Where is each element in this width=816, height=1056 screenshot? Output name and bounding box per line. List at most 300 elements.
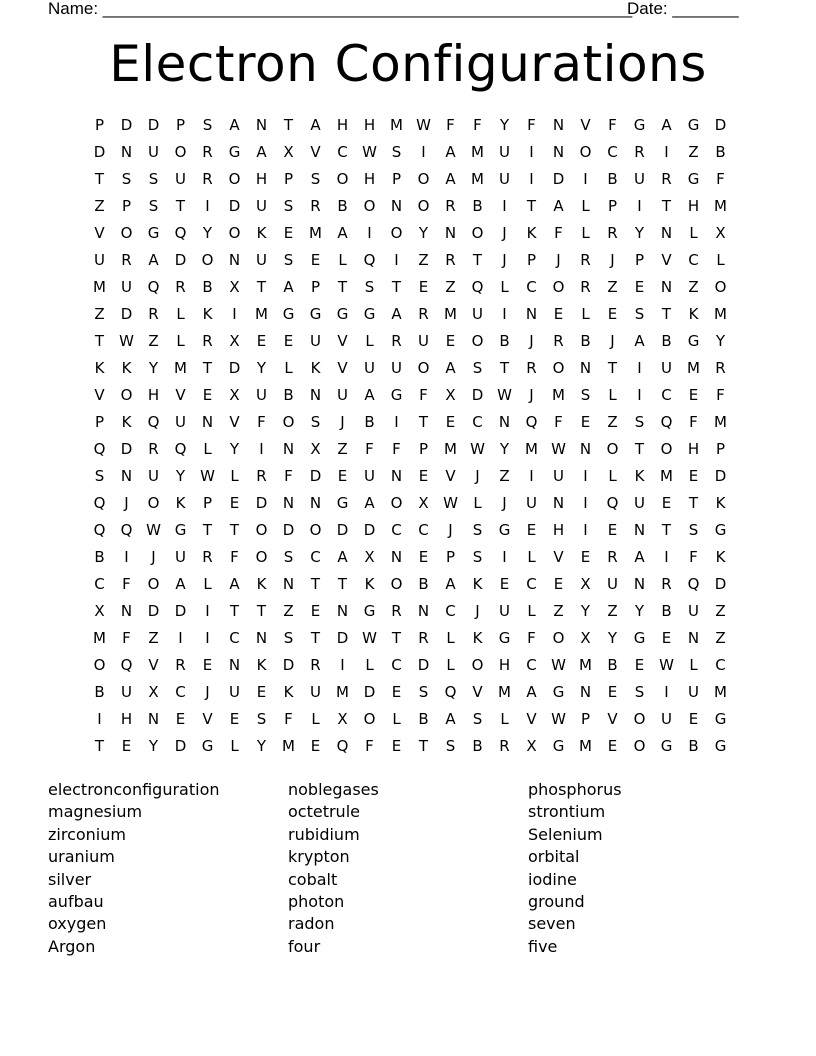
grid-letter[interactable]: C <box>688 251 699 269</box>
grid-letter[interactable]: O <box>255 521 268 539</box>
grid-letter[interactable]: O <box>174 143 187 161</box>
grid-letter[interactable]: M <box>390 116 403 134</box>
grid-letter[interactable]: X <box>229 332 240 350</box>
grid-letter[interactable]: N <box>417 602 430 620</box>
grid-letter[interactable]: I <box>340 656 345 674</box>
grid-letter[interactable]: R <box>310 656 321 674</box>
grid-letter[interactable]: T <box>607 359 618 377</box>
grid-letter[interactable]: G <box>363 305 376 323</box>
grid-letter[interactable]: S <box>283 629 294 647</box>
grid-letter[interactable]: A <box>445 710 456 728</box>
grid-letter[interactable]: L <box>311 710 320 728</box>
grid-letter[interactable]: B <box>499 332 510 350</box>
grid-letter[interactable]: B <box>94 548 105 566</box>
grid-letter[interactable]: L <box>176 305 185 323</box>
grid-letter[interactable]: K <box>283 683 294 701</box>
grid-letter[interactable]: Z <box>283 602 294 620</box>
grid-letter[interactable]: X <box>526 737 537 755</box>
grid-letter[interactable]: C <box>391 521 402 539</box>
grid-letter[interactable]: R <box>445 251 456 269</box>
grid-letter[interactable]: O <box>579 143 592 161</box>
grid-letter[interactable]: V <box>526 710 537 728</box>
grid-letter[interactable]: O <box>660 440 673 458</box>
grid-letter[interactable]: V <box>472 683 483 701</box>
grid-letter[interactable]: X <box>580 575 591 593</box>
grid-letter[interactable]: U <box>499 143 510 161</box>
grid-letter[interactable]: N <box>390 548 403 566</box>
grid-letter[interactable]: L <box>365 656 374 674</box>
grid-letter[interactable]: P <box>94 413 105 431</box>
grid-letter[interactable]: D <box>255 494 268 512</box>
grid-letter[interactable]: Y <box>715 332 726 350</box>
grid-letter[interactable]: L <box>581 224 590 242</box>
grid-letter[interactable]: R <box>580 251 591 269</box>
grid-letter[interactable]: S <box>283 197 294 215</box>
grid-letter[interactable]: T <box>661 197 672 215</box>
grid-letter[interactable]: T <box>337 278 348 296</box>
grid-letter[interactable]: T <box>94 170 105 188</box>
grid-letter[interactable]: Z <box>418 251 429 269</box>
grid-letter[interactable]: L <box>527 548 536 566</box>
grid-letter[interactable]: G <box>687 170 700 188</box>
grid-letter[interactable]: O <box>228 224 241 242</box>
grid-letter[interactable]: C <box>472 413 483 431</box>
grid-letter[interactable]: N <box>390 197 403 215</box>
grid-letter[interactable]: G <box>309 305 322 323</box>
grid-letter[interactable]: Q <box>174 224 187 242</box>
grid-letter[interactable]: P <box>175 116 186 134</box>
grid-letter[interactable]: M <box>174 359 187 377</box>
grid-letter[interactable]: K <box>472 629 483 647</box>
grid-letter[interactable]: I <box>502 548 507 566</box>
grid-letter[interactable]: F <box>554 413 563 431</box>
grid-letter[interactable]: K <box>256 656 267 674</box>
grid-letter[interactable]: V <box>661 251 672 269</box>
grid-letter[interactable]: O <box>336 170 349 188</box>
grid-letter[interactable]: T <box>661 521 672 539</box>
grid-letter[interactable]: N <box>498 413 511 431</box>
grid-letter[interactable]: Y <box>634 602 645 620</box>
grid-letter[interactable]: O <box>606 440 619 458</box>
grid-letter[interactable]: D <box>228 197 241 215</box>
grid-letter[interactable]: E <box>283 332 294 350</box>
grid-letter[interactable]: H <box>687 440 700 458</box>
grid-letter[interactable]: R <box>580 278 591 296</box>
grid-letter[interactable]: E <box>256 332 267 350</box>
grid-letter[interactable]: D <box>228 359 241 377</box>
grid-letter[interactable]: M <box>93 629 106 647</box>
grid-letter[interactable]: M <box>687 359 700 377</box>
grid-letter[interactable]: L <box>284 359 293 377</box>
grid-letter[interactable]: R <box>148 440 159 458</box>
grid-letter[interactable]: C <box>715 656 726 674</box>
grid-letter[interactable]: O <box>228 170 241 188</box>
grid-letter[interactable]: C <box>526 278 537 296</box>
grid-letter[interactable]: E <box>337 467 348 485</box>
grid-letter[interactable]: N <box>579 683 592 701</box>
grid-letter[interactable]: X <box>715 224 726 242</box>
grid-letter[interactable]: M <box>444 440 457 458</box>
grid-letter[interactable]: R <box>202 332 213 350</box>
grid-letter[interactable]: D <box>714 116 727 134</box>
grid-letter[interactable]: U <box>553 467 564 485</box>
grid-letter[interactable]: R <box>202 170 213 188</box>
grid-letter[interactable]: F <box>230 548 239 566</box>
grid-letter[interactable]: Y <box>229 440 240 458</box>
grid-letter[interactable]: S <box>391 143 402 161</box>
grid-letter[interactable]: S <box>148 197 159 215</box>
grid-letter[interactable]: U <box>499 170 510 188</box>
grid-letter[interactable]: E <box>229 710 240 728</box>
grid-letter[interactable]: D <box>714 575 727 593</box>
grid-letter[interactable]: E <box>688 467 699 485</box>
grid-letter[interactable]: G <box>552 683 565 701</box>
grid-letter[interactable]: M <box>309 224 322 242</box>
grid-letter[interactable]: G <box>363 602 376 620</box>
grid-letter[interactable]: B <box>283 386 294 404</box>
grid-letter[interactable]: D <box>282 656 295 674</box>
grid-letter[interactable]: S <box>418 683 429 701</box>
grid-letter[interactable]: Z <box>337 440 348 458</box>
grid-letter[interactable]: X <box>337 710 348 728</box>
grid-letter[interactable]: D <box>417 656 430 674</box>
grid-letter[interactable]: F <box>527 629 536 647</box>
grid-letter[interactable]: H <box>363 170 376 188</box>
grid-letter[interactable]: R <box>526 359 537 377</box>
grid-letter[interactable]: Z <box>148 332 159 350</box>
grid-letter[interactable]: Q <box>174 440 187 458</box>
grid-letter[interactable]: G <box>336 494 349 512</box>
grid-letter[interactable]: I <box>205 629 210 647</box>
grid-letter[interactable]: O <box>390 575 403 593</box>
grid-letter[interactable]: A <box>445 143 456 161</box>
grid-letter[interactable]: I <box>205 602 210 620</box>
grid-letter[interactable]: I <box>583 467 588 485</box>
grid-letter[interactable]: G <box>552 737 565 755</box>
grid-letter[interactable]: U <box>256 386 267 404</box>
grid-letter[interactable]: K <box>256 575 267 593</box>
grid-letter[interactable]: E <box>553 305 564 323</box>
grid-letter[interactable]: S <box>148 170 159 188</box>
grid-letter[interactable]: E <box>418 467 429 485</box>
grid-letter[interactable]: E <box>553 575 564 593</box>
grid-letter[interactable]: S <box>472 359 483 377</box>
grid-letter[interactable]: A <box>283 278 294 296</box>
grid-letter[interactable]: E <box>580 413 591 431</box>
grid-letter[interactable]: V <box>310 143 321 161</box>
grid-letter[interactable]: U <box>607 575 618 593</box>
grid-letter[interactable]: O <box>714 278 727 296</box>
grid-letter[interactable]: A <box>445 575 456 593</box>
grid-letter[interactable]: S <box>364 278 375 296</box>
grid-letter[interactable]: L <box>716 251 725 269</box>
grid-letter[interactable]: G <box>147 224 160 242</box>
grid-letter[interactable]: A <box>337 224 348 242</box>
grid-letter[interactable]: L <box>527 602 536 620</box>
grid-letter[interactable]: E <box>256 683 267 701</box>
grid-letter[interactable]: E <box>391 737 402 755</box>
grid-letter[interactable]: V <box>175 386 186 404</box>
grid-letter[interactable]: E <box>310 602 321 620</box>
grid-letter[interactable]: V <box>607 710 618 728</box>
grid-letter[interactable]: N <box>309 494 322 512</box>
grid-letter[interactable]: V <box>337 359 348 377</box>
grid-letter[interactable]: J <box>151 548 156 566</box>
grid-letter[interactable]: R <box>634 143 645 161</box>
grid-letter[interactable]: S <box>283 548 294 566</box>
grid-letter[interactable]: X <box>148 683 159 701</box>
grid-letter[interactable]: O <box>390 494 403 512</box>
grid-letter[interactable]: D <box>363 521 376 539</box>
grid-letter[interactable]: L <box>230 737 239 755</box>
grid-letter[interactable]: T <box>283 116 294 134</box>
grid-letter[interactable]: W <box>470 440 485 458</box>
grid-letter[interactable]: F <box>257 413 266 431</box>
grid-letter[interactable]: Y <box>607 629 618 647</box>
grid-letter[interactable]: G <box>660 737 673 755</box>
grid-letter[interactable]: I <box>502 305 507 323</box>
grid-letter[interactable]: F <box>392 440 401 458</box>
grid-letter[interactable]: Z <box>607 278 618 296</box>
grid-letter[interactable]: C <box>310 548 321 566</box>
grid-letter[interactable]: I <box>232 305 237 323</box>
grid-letter[interactable]: K <box>121 359 132 377</box>
grid-letter[interactable]: L <box>500 278 509 296</box>
grid-letter[interactable]: T <box>175 197 186 215</box>
grid-letter[interactable]: Z <box>445 278 456 296</box>
grid-letter[interactable]: S <box>472 710 483 728</box>
grid-letter[interactable]: B <box>661 332 672 350</box>
grid-letter[interactable]: N <box>120 602 133 620</box>
grid-letter[interactable]: Y <box>148 359 159 377</box>
grid-letter[interactable]: R <box>607 224 618 242</box>
grid-letter[interactable]: O <box>309 521 322 539</box>
grid-letter[interactable]: E <box>283 224 294 242</box>
grid-letter[interactable]: S <box>634 413 645 431</box>
grid-letter[interactable]: F <box>419 386 428 404</box>
grid-letter[interactable]: U <box>121 278 132 296</box>
grid-letter[interactable]: M <box>714 305 727 323</box>
grid-letter[interactable]: B <box>472 197 483 215</box>
grid-letter[interactable]: J <box>502 251 507 269</box>
grid-letter[interactable]: O <box>471 224 484 242</box>
grid-letter[interactable]: A <box>634 548 645 566</box>
grid-letter[interactable]: X <box>229 386 240 404</box>
grid-letter[interactable]: F <box>122 575 131 593</box>
grid-letter[interactable]: J <box>502 224 507 242</box>
grid-letter[interactable]: R <box>553 332 564 350</box>
grid-letter[interactable]: C <box>661 386 672 404</box>
grid-letter[interactable]: W <box>551 710 566 728</box>
grid-letter[interactable]: E <box>688 386 699 404</box>
grid-letter[interactable]: Z <box>148 629 159 647</box>
grid-letter[interactable]: N <box>147 710 160 728</box>
grid-letter[interactable]: U <box>634 170 645 188</box>
grid-letter[interactable]: I <box>394 413 399 431</box>
grid-letter[interactable]: P <box>121 197 132 215</box>
grid-letter[interactable]: K <box>688 305 699 323</box>
grid-letter[interactable]: Q <box>147 413 160 431</box>
grid-letter[interactable]: J <box>475 602 480 620</box>
grid-letter[interactable]: Z <box>715 602 726 620</box>
grid-letter[interactable]: H <box>552 521 565 539</box>
grid-letter[interactable]: U <box>337 386 348 404</box>
grid-letter[interactable]: C <box>526 575 537 593</box>
grid-letter[interactable]: N <box>390 467 403 485</box>
grid-letter[interactable]: D <box>147 602 160 620</box>
grid-letter[interactable]: S <box>472 521 483 539</box>
grid-letter[interactable]: E <box>688 710 699 728</box>
grid-letter[interactable]: A <box>310 116 321 134</box>
grid-letter[interactable]: S <box>472 548 483 566</box>
grid-letter[interactable]: G <box>687 332 700 350</box>
grid-letter[interactable]: T <box>94 737 105 755</box>
grid-letter[interactable]: H <box>336 116 349 134</box>
grid-letter[interactable]: J <box>340 413 345 431</box>
grid-letter[interactable]: O <box>363 197 376 215</box>
grid-letter[interactable]: G <box>687 116 700 134</box>
grid-letter[interactable]: O <box>417 359 430 377</box>
grid-letter[interactable]: L <box>446 629 455 647</box>
grid-letter[interactable]: I <box>502 197 507 215</box>
grid-letter[interactable]: I <box>421 143 426 161</box>
grid-letter[interactable]: T <box>229 602 240 620</box>
grid-letter[interactable]: Q <box>336 737 349 755</box>
grid-letter[interactable]: N <box>228 251 241 269</box>
grid-letter[interactable]: T <box>310 629 321 647</box>
grid-letter[interactable]: B <box>661 602 672 620</box>
grid-letter[interactable]: I <box>394 251 399 269</box>
grid-letter[interactable]: E <box>229 494 240 512</box>
grid-letter[interactable]: J <box>529 332 534 350</box>
grid-letter[interactable]: G <box>498 629 511 647</box>
grid-letter[interactable]: E <box>445 332 456 350</box>
grid-letter[interactable]: W <box>443 494 458 512</box>
grid-letter[interactable]: R <box>256 467 267 485</box>
grid-letter[interactable]: I <box>205 197 210 215</box>
grid-letter[interactable]: L <box>392 710 401 728</box>
grid-letter[interactable]: N <box>687 629 700 647</box>
grid-letter[interactable]: Y <box>499 440 510 458</box>
grid-letter[interactable]: O <box>282 413 295 431</box>
grid-letter[interactable]: I <box>529 170 534 188</box>
grid-letter[interactable]: T <box>229 521 240 539</box>
grid-letter[interactable]: Q <box>660 413 673 431</box>
grid-letter[interactable]: D <box>336 629 349 647</box>
grid-letter[interactable]: G <box>174 521 187 539</box>
grid-letter[interactable]: L <box>203 440 212 458</box>
grid-letter[interactable]: E <box>202 386 213 404</box>
grid-letter[interactable]: O <box>147 575 160 593</box>
grid-letter[interactable]: D <box>471 386 484 404</box>
grid-letter[interactable]: K <box>472 575 483 593</box>
grid-letter[interactable]: N <box>552 143 565 161</box>
grid-letter[interactable]: R <box>175 656 186 674</box>
grid-letter[interactable]: H <box>363 116 376 134</box>
grid-letter[interactable]: F <box>527 116 536 134</box>
grid-letter[interactable]: U <box>688 683 699 701</box>
grid-letter[interactable]: T <box>526 197 537 215</box>
grid-letter[interactable]: Z <box>688 278 699 296</box>
grid-letter[interactable]: O <box>147 494 160 512</box>
grid-letter[interactable]: N <box>552 494 565 512</box>
grid-letter[interactable]: A <box>337 548 348 566</box>
grid-letter[interactable]: C <box>418 521 429 539</box>
grid-letter[interactable]: J <box>610 251 615 269</box>
grid-letter[interactable]: D <box>147 116 160 134</box>
grid-letter[interactable]: N <box>120 143 133 161</box>
grid-letter[interactable]: B <box>715 143 726 161</box>
grid-letter[interactable]: D <box>120 440 133 458</box>
grid-letter[interactable]: S <box>310 170 321 188</box>
grid-letter[interactable]: I <box>259 440 264 458</box>
grid-letter[interactable]: O <box>552 629 565 647</box>
grid-letter[interactable]: E <box>310 251 321 269</box>
grid-letter[interactable]: E <box>661 494 672 512</box>
grid-letter[interactable]: A <box>364 494 375 512</box>
grid-letter[interactable]: K <box>202 305 213 323</box>
grid-letter[interactable]: L <box>473 494 482 512</box>
grid-letter[interactable]: B <box>607 170 618 188</box>
grid-letter[interactable]: R <box>418 629 429 647</box>
grid-letter[interactable]: U <box>229 683 240 701</box>
grid-letter[interactable]: L <box>581 197 590 215</box>
grid-letter[interactable]: D <box>174 251 187 269</box>
grid-letter[interactable]: F <box>284 467 293 485</box>
grid-letter[interactable]: X <box>418 494 429 512</box>
grid-letter[interactable]: A <box>526 683 537 701</box>
grid-letter[interactable]: M <box>444 305 457 323</box>
grid-letter[interactable]: V <box>580 116 591 134</box>
grid-letter[interactable]: U <box>688 602 699 620</box>
name-field-label[interactable]: Name: ________________________________________________________ <box>48 0 633 18</box>
grid-letter[interactable]: M <box>714 197 727 215</box>
grid-letter[interactable]: O <box>390 224 403 242</box>
grid-letter[interactable]: I <box>529 467 534 485</box>
grid-letter[interactable]: L <box>446 656 455 674</box>
grid-letter[interactable]: V <box>94 224 105 242</box>
grid-letter[interactable]: V <box>148 656 159 674</box>
grid-letter[interactable]: M <box>579 656 592 674</box>
grid-letter[interactable]: W <box>362 629 377 647</box>
grid-letter[interactable]: B <box>472 737 483 755</box>
grid-letter[interactable]: A <box>391 305 402 323</box>
grid-letter[interactable]: T <box>391 278 402 296</box>
grid-letter[interactable]: X <box>310 440 321 458</box>
grid-letter[interactable]: F <box>608 116 617 134</box>
grid-letter[interactable]: A <box>229 575 240 593</box>
grid-letter[interactable]: A <box>148 251 159 269</box>
grid-letter[interactable]: W <box>551 440 566 458</box>
grid-letter[interactable]: I <box>367 224 372 242</box>
grid-letter[interactable]: H <box>255 170 268 188</box>
grid-letter[interactable]: M <box>255 305 268 323</box>
grid-letter[interactable]: N <box>660 278 673 296</box>
grid-letter[interactable]: S <box>202 116 213 134</box>
grid-letter[interactable]: R <box>148 305 159 323</box>
grid-letter[interactable]: E <box>526 521 537 539</box>
grid-letter[interactable]: O <box>93 656 106 674</box>
grid-letter[interactable]: V <box>445 467 456 485</box>
grid-letter[interactable]: U <box>256 197 267 215</box>
grid-letter[interactable]: T <box>634 440 645 458</box>
grid-letter[interactable]: I <box>664 683 669 701</box>
grid-letter[interactable]: R <box>202 548 213 566</box>
grid-letter[interactable]: M <box>660 467 673 485</box>
grid-letter[interactable]: M <box>579 737 592 755</box>
grid-letter[interactable]: V <box>94 386 105 404</box>
grid-letter[interactable]: V <box>553 548 564 566</box>
